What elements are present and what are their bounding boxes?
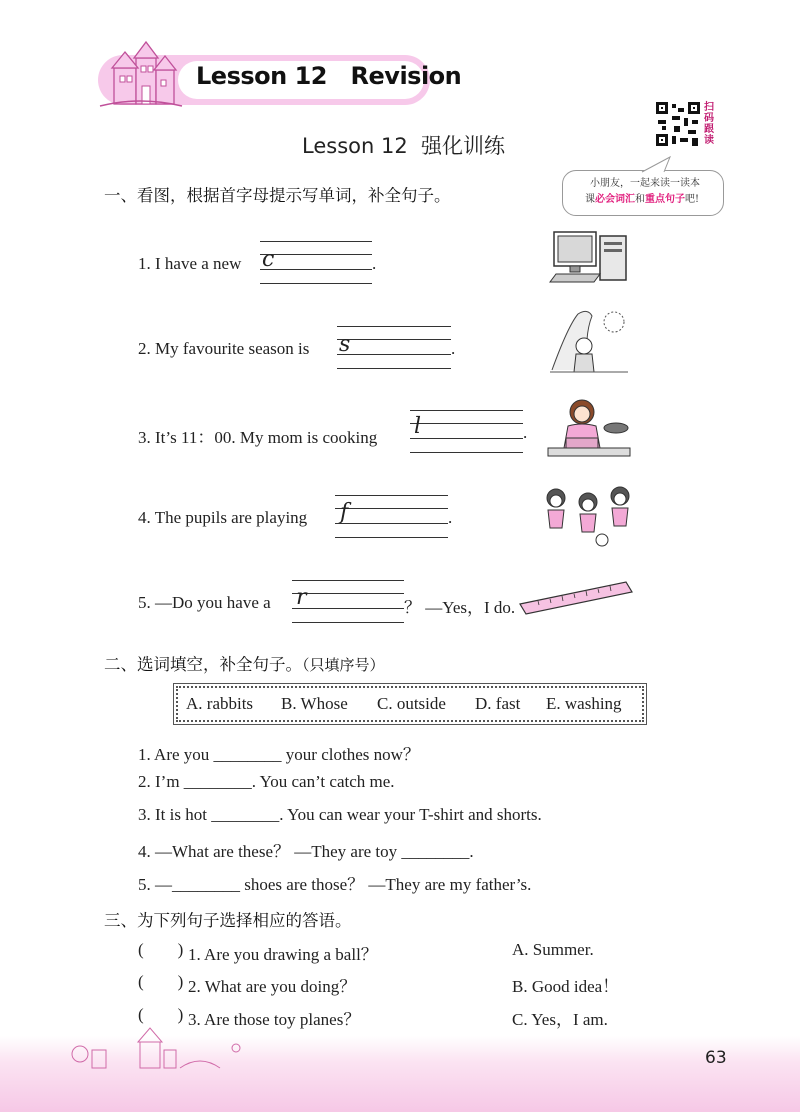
s1-item5-hint-letter: r [296,585,307,610]
s1-item5-answer-line[interactable] [292,580,404,624]
option-e: E. washing [546,694,622,713]
section1-heading: 一、看图，根据首字母提示写单词，补全句子。 [104,186,451,205]
s1-item3-answer-line[interactable] [410,410,523,454]
s3-q2-text: 2. What are you doing？ [188,977,357,996]
s3-a1-text: A. Summer. [512,940,594,959]
s3-q2-paren[interactable]: ( ) [138,972,184,991]
s2-sentence1[interactable]: 1. Are you ________ your clothes now？ [138,745,420,764]
s1-item4-hint-letter: f [340,500,349,525]
section3-heading: 三、为下列句子选择相应的答语。 [104,911,352,930]
s1-item2-answer-line[interactable] [337,326,451,370]
option-c: C. outside [377,694,446,713]
page-title: Lesson 12 Revision [196,62,462,90]
s1-item1-after: . [372,254,377,273]
s3-q1-text: 1. Are you drawing a ball？ [188,945,378,964]
s2-sentence4[interactable]: 4. —What are these？ —They are toy ________. [138,842,474,861]
s1-item2-hint-letter: s [339,332,351,357]
option-d: D. fast [475,694,521,713]
bubble-tail-icon [640,155,680,173]
mom-cooking-illustration [546,394,632,460]
computer-illustration [548,230,630,286]
s1-item2-text: 2. My favourite season is [138,339,314,358]
s1-item3-hint-letter: l [414,414,422,439]
pupils-playing-football-illustration [540,484,638,548]
bubble-line1: 小朋友，一起来读一读本 [590,178,700,189]
s1-item4-answer-line[interactable] [335,495,448,539]
autumn-scene-illustration [548,306,632,376]
s1-item1-text: 1. I have a new [138,254,246,273]
page-number: 63 [705,1048,727,1068]
ruler-illustration [518,578,634,618]
s1-item4-text: 4. The pupils are playing [138,508,312,527]
s3-q3-text: 3. Are those toy planes？ [188,1010,361,1029]
s1-item1-hint-letter: c [262,247,275,272]
s1-item3-after: . [523,423,528,442]
s3-a3-text: C. Yes，I am. [512,1010,608,1029]
s2-sentence2[interactable]: 2. I’m ________. You can’t catch me. [138,772,395,791]
footer-castle-icon [60,1024,250,1070]
castle-icon [96,40,184,110]
s1-item2-after: . [451,339,456,358]
s1-item1-answer-line[interactable] [260,241,372,285]
s2-sentence5[interactable]: 5. —________ shoes are those？ —They are my father’s. [138,875,532,894]
qr-label: 扫码跟读 [704,102,714,146]
qr-code-icon[interactable] [654,100,702,148]
page-subtitle: Lesson 12 强化训练 [302,134,506,158]
s1-item3-text: 3. It’s 11：00. My mom is cooking [138,428,382,447]
s3-a2-text: B. Good idea！ [512,977,620,996]
s1-item4-after: . [448,508,453,527]
section2-heading: 二、选词填空，补全句子。（只填序号） [104,655,385,674]
s1-item5-after: ？ —Yes，I do. [404,598,516,617]
s3-q1-paren[interactable]: ( ) [138,940,184,959]
bubble-line2: 课必会词汇和重点句子吧! [584,194,700,205]
s3-q3-paren[interactable]: ( ) [138,1005,184,1024]
option-b: B. Whose [281,694,348,713]
s1-item5-text: 5. —Do you have a [138,593,275,612]
option-a: A. rabbits [186,694,254,713]
s2-sentence3[interactable]: 3. It is hot ________. You can wear your T-shirt and shorts. [138,805,542,824]
